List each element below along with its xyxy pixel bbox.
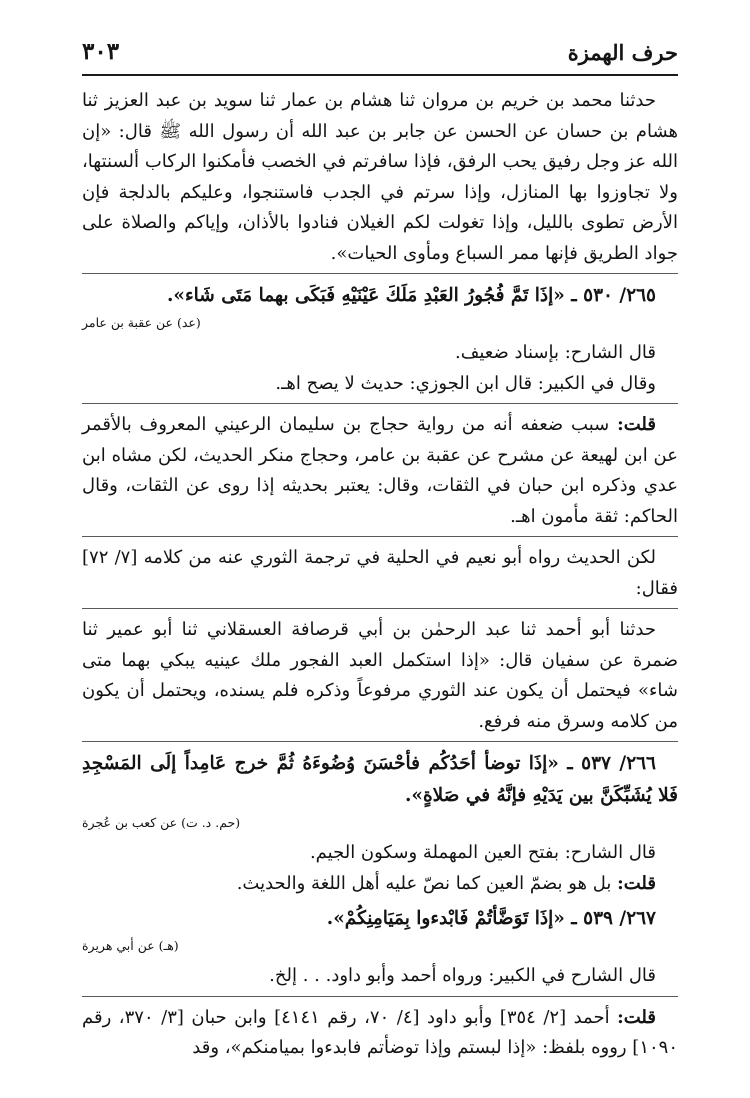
hadith-266-source: (حم. د. ت) عن كعب بن عُجرة bbox=[82, 815, 241, 830]
paragraph-sharih: قال الشارح: بإسناد ضعيف. bbox=[455, 342, 656, 363]
divider bbox=[82, 536, 678, 537]
qult-text: بل هو بضمّ العين كما نصّ عليه أهل اللغة والحديث. bbox=[236, 872, 618, 894]
qult-text: أحمد [٢/ ٣٥٤] وأبو داود [٤/ ٧٠، رقم ٤١٤١] وابن حبان [٣/ ٣٧٠، رقم ١٠٩٠] رووه بلفظ: «إذا لبستم وإذا توضأتم فابدءوا بميامنكم»، وقد bbox=[82, 1006, 678, 1058]
running-title: حرف الهمزة bbox=[567, 40, 678, 65]
hadith-267-source: (هـ) عن أبي هريرة bbox=[82, 938, 179, 953]
paragraph-qult-1 bbox=[82, 410, 678, 532]
divider bbox=[82, 273, 678, 274]
qult-label: قلت: bbox=[617, 414, 656, 435]
paragraph-qult-3 bbox=[82, 1003, 678, 1064]
hadith-267: ٢٦٧/ ٥٣٩ ـ «إذَا تَوَضَّأتُمْ فَابْدءوا بِمَيَامِنِكُمْ». bbox=[326, 908, 656, 929]
page-number: ٣٠٣ bbox=[82, 38, 120, 65]
qult-label: قلت: bbox=[617, 1006, 656, 1028]
divider bbox=[82, 608, 678, 609]
paragraph-kabir: وقال في الكبير: قال ابن الجوزي: حديث لا يصح اهـ. bbox=[275, 372, 656, 394]
page-content bbox=[82, 86, 678, 1064]
paragraph-isnad: حدثنا محمد بن خريم بن مروان ثنا هشام بن عمار ثنا سويد بن عبد العزيز ثنا هشام بن حسان عن الحسن عن جابر بن عبد الله أن رسول الله ﷺ قال: «إن الله عز وجل رفيق يحب الرفق، فإذا سافرتم في الخصب فأمكنوا الركاب ألسنتها، ولا تجاوزوا بها المنازل، وإذا سرتم في الجدب فاستنجوا، وعليكم بالدلجة فإن الأرض تطوى بالليل، وإذا تغولت لكم الغيلان فنادوا بالأذان، وإياكم والصلاة على جواد الطريق فإنها ممر السباع ومأوى الحيات». bbox=[82, 90, 678, 264]
hadith-266: ٢٦٦/ ٥٣٧ ـ «إذَا توضأ أحَدُكُم فأحْسَنَ وُضُوءَهُ ثُمَّ خرج عَامِداً إلَى المَسْجِدِ فَلا يُشَبِّكَنَّ بين يَدَيْهِ فإنَّهُ في صَلاةٍ». bbox=[82, 753, 678, 806]
paragraph-sharih-3: قال الشارح في الكبير: ورواه أحمد وأبو داود. . . إلخ. bbox=[269, 965, 656, 986]
paragraph-sharih-2: قال الشارح: بفتح العين المهملة وسكون الجيم. bbox=[309, 842, 656, 863]
paragraph-hilya: لكن الحديث رواه أبو نعيم في الحلية في ترجمة الثوري عنه من كلامه [٧/ ٧٢] فقال: bbox=[82, 547, 678, 599]
hadith-265-source: (عد) عن عقبة بن عامر bbox=[82, 315, 201, 330]
hadith-265: ٢٦٥/ ٥٣٠ ـ «إذَا تَمَّ فُجُورُ العَبْدِ مَلَكَ عَيْنَيْهِ فَبَكَى بهما مَتَى شَاء». bbox=[166, 285, 656, 306]
page-header bbox=[82, 36, 678, 76]
paragraph-thawri: حدثنا أبو أحمد ثنا عبد الرحمٰن بن أبي قرصافة العسقلاني ثنا أبو عمير ثنا ضمرة عن سفيان قال: «إذا استكمل العبد الفجور ملك عينيه يبكي بهما متى شاء» فيحتمل أن يكون عند الثوري مرفوعاً وذكره فلم يسنده، ويحتمل أن يكون من كلامه وسرق منه فرفع. bbox=[82, 619, 678, 732]
qult-label: قلت: bbox=[617, 872, 656, 894]
divider bbox=[82, 996, 678, 997]
paragraph-qult-2 bbox=[82, 869, 678, 900]
divider bbox=[82, 403, 678, 404]
qult-text: سبب ضعفه أنه من رواية حجاج بن سليمان الرعيني المعروف بالأقمر عن ابن لهيعة عن مشرح عن عقبة بن عامر، وحجاج منكر الحديث، لكن مشاه ابن عدي وذكره ابن حبان في الثقات، وقال: يعتبر بحديثه إذا روى عن الثقات، وقال الحاكم: ثقة مأمون اهـ. bbox=[82, 414, 678, 527]
divider bbox=[82, 741, 678, 742]
